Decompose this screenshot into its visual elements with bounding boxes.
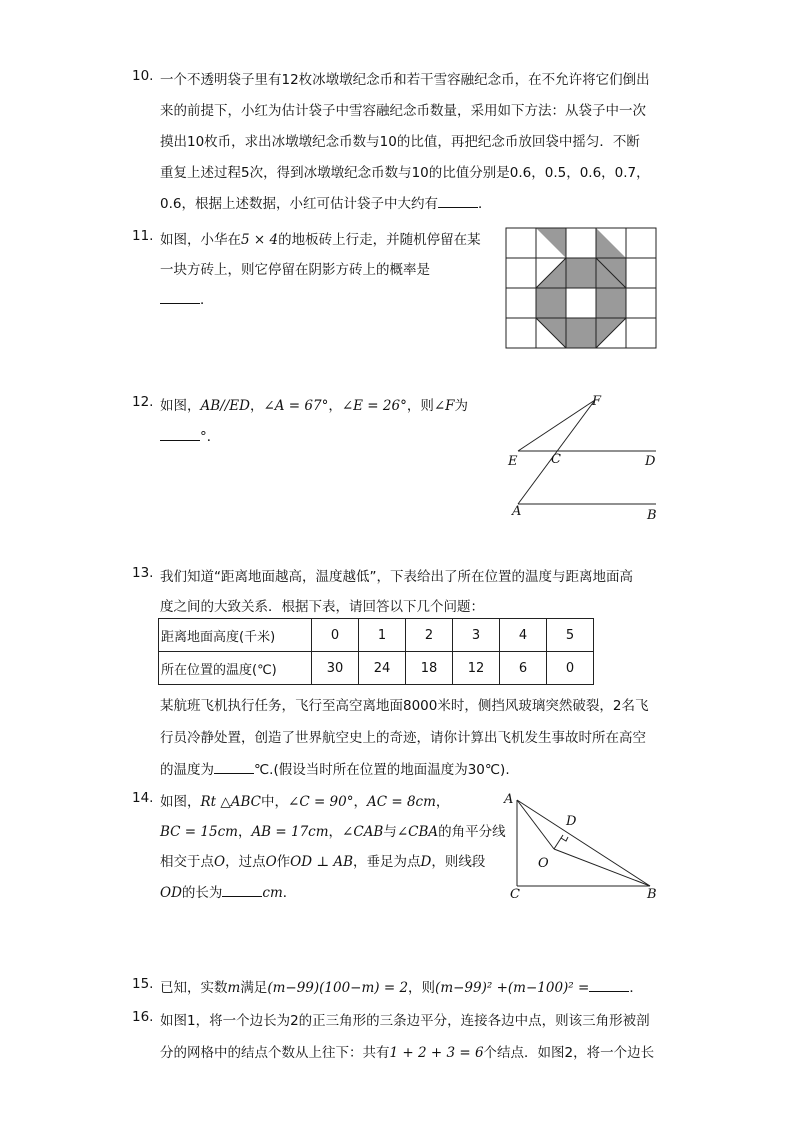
label-B: B	[647, 887, 657, 902]
label-D: D	[645, 454, 656, 469]
q12-line-2: °．	[160, 425, 220, 445]
table-cell: 18	[406, 652, 453, 685]
table-cell: 0	[547, 652, 594, 685]
perpendicular-OD	[554, 835, 563, 849]
q10-line-4: 重复上述过程5次，得到冰墩墩纪念币数与10的比值分别是0.6，0.5，0.6，0.7，	[160, 165, 650, 181]
q11-number: 11.	[132, 228, 154, 244]
label-C: C	[510, 887, 520, 902]
table-cell: 24	[359, 652, 406, 685]
table-cell: 1	[359, 619, 406, 652]
q10-answer-blank[interactable]	[438, 196, 478, 208]
shaded-triangle-top-right	[596, 228, 626, 258]
shaded-triangle-top-left	[536, 228, 566, 258]
q11-line-1: 如图，小华在5 × 4的地板砖上行走，并随机停留在某	[160, 232, 481, 248]
q14-number: 14.	[132, 790, 154, 806]
floor-tile-figure	[505, 227, 660, 352]
right-angle-mark	[561, 837, 568, 841]
label-D: D	[566, 814, 577, 829]
table-row-label: 所在位置的温度(℃)	[159, 652, 312, 685]
q16-line-2: 分的网格中的结点个数从上往下：共有1 + 2 + 3 = 6个结点．如图2，将一个边长	[160, 1045, 655, 1061]
side-AB	[517, 800, 650, 886]
table-cell: 30	[312, 652, 359, 685]
q13-answer-blank[interactable]	[214, 762, 254, 774]
label-F: F	[592, 394, 602, 409]
table-cell: 3	[453, 619, 500, 652]
temperature-table	[158, 618, 594, 685]
label-C: C	[551, 452, 561, 467]
line-EF	[518, 400, 595, 451]
table-row-label: 距离地面高度(千米)	[159, 619, 312, 652]
table-cell: 0	[312, 619, 359, 652]
shaded-bottom-band	[566, 318, 596, 348]
q11-answer-blank[interactable]	[160, 292, 200, 304]
table-row	[159, 652, 594, 685]
table-cell: 12	[453, 652, 500, 685]
q10-line-5: 0.6，根据上述数据，小红可估计袋子中大约有 ．	[160, 196, 492, 212]
right-triangle-figure	[500, 790, 670, 910]
table-cell: 4	[500, 619, 547, 652]
q12-number: 12.	[132, 394, 154, 410]
q15-number: 15.	[132, 976, 154, 992]
q10-line-1: 一个不透明袋子里有12枚冰墩墩纪念币和若干雪容融纪念币，在不允许将它们倒出	[160, 72, 650, 88]
table-cell: 5	[547, 619, 594, 652]
q12-answer-blank[interactable]	[160, 429, 200, 441]
label-E: E	[508, 454, 518, 469]
bisector-AO	[517, 800, 554, 849]
q13-after-1: 某航班飞机执行任务，飞行至高空离地面8000米时，侧挡风玻璃突然破裂，2名飞	[160, 698, 649, 714]
q13-line-2: 度之间的大致关系．根据下表，请回答以下几个问题：	[160, 599, 484, 615]
label-O: O	[538, 856, 549, 871]
q13-after-2: 行员冷静处置，创造了世界航空史上的奇迹，请你计算出飞机发生事故时所在高空	[160, 730, 646, 746]
table-row	[159, 619, 594, 652]
q14-line-4: OD的长为 cm．	[160, 885, 297, 901]
label-A: A	[512, 504, 522, 519]
q12-line-1: 如图，AB//ED，∠A = 67°，∠E = 26°，则∠F为	[160, 398, 469, 414]
label-A: A	[504, 792, 514, 807]
q15-line-1: 已知，实数m满足(m−99)(100−m) = 2，则(m−99)² +(m−100)² = ．	[160, 980, 643, 996]
q10-line-2: 来的前提下，小红为估计袋子中雪容融纪念币数量，采用如下方法：从袋子中一次	[160, 103, 646, 119]
q14-line-3: 相交于点O，过点O作OD ⊥ AB，垂足为点D，则线段	[160, 854, 486, 870]
q14-line-1: 如图，Rt △ABC中，∠C = 90°，AC = 8cm，	[160, 794, 450, 810]
q11-line-3: ．	[160, 288, 214, 308]
q14-answer-blank[interactable]	[222, 885, 262, 897]
q14-line-2: BC = 15cm，AB = 17cm，∠CAB与∠CBA的角平分线	[160, 824, 506, 840]
q13-after-3: 的温度为 ℃.(假设当时所在位置的地面温度为30℃).	[160, 762, 510, 778]
table-cell: 6	[500, 652, 547, 685]
label-B: B	[647, 508, 657, 523]
q15-answer-blank[interactable]	[589, 980, 629, 992]
table-cell: 2	[406, 619, 453, 652]
q13-line-1: 我们知道“距离地面越高，温度越低”，下表给出了所在位置的温度与距离地面高	[160, 569, 633, 585]
q11-line-2: 一块方砖上，则它停留在阴影方砖上的概率是	[160, 262, 430, 278]
q10-line-5-text: 0.6，根据上述数据，小红可估计袋子中大约有	[160, 196, 438, 212]
q10-line-3: 摸出10枚币，求出冰墩墩纪念币数与10的比值，再把纪念币放回袋中摇匀．不断	[160, 134, 640, 150]
q16-line-1: 如图1，将一个边长为2的正三角形的三条边平分，连接各边中点，则该三角形被剖	[160, 1013, 650, 1029]
q10-number: 10.	[132, 68, 154, 84]
q13-number: 13.	[132, 565, 154, 581]
q16-number: 16.	[132, 1009, 154, 1025]
